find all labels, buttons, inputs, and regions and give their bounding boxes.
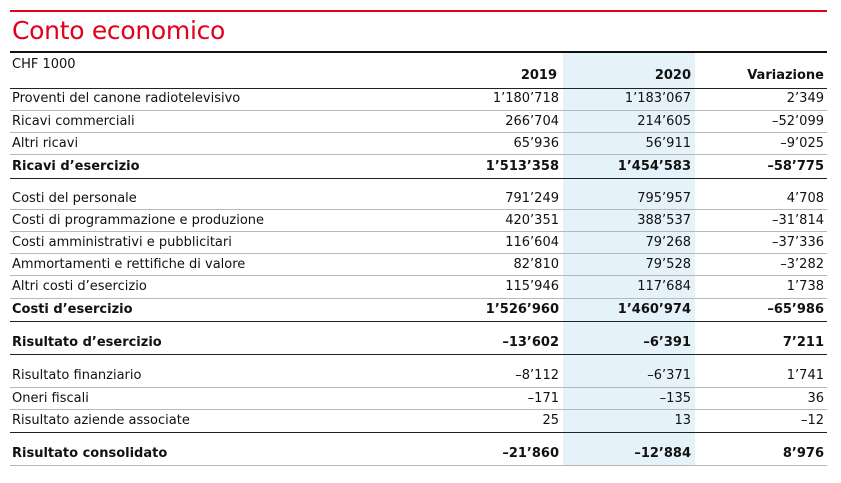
value-2020: 1’460’974 [617,302,691,317]
row-label: Risultato d’esercizio [12,335,162,350]
value-2019: 116’604 [505,235,559,250]
value-change: –9’025 [780,136,824,151]
value-2020: –135 [659,391,691,406]
row-label: Altri costi d’esercizio [12,279,147,294]
column-header-2020: 2020 [654,68,691,83]
value-2019: 420’351 [505,213,559,228]
value-2020: 79’268 [645,235,691,250]
value-2019: 115’946 [505,279,559,294]
value-2019: –171 [527,391,559,406]
unit-label: CHF 1000 [12,57,76,72]
row-label: Proventi del canone radiotelevisivo [12,91,241,106]
row-divider [10,465,827,466]
value-change: 8’976 [782,446,824,461]
row-label: Ricavi d’esercizio [12,159,140,174]
value-2019: 1’180’718 [492,91,559,106]
value-2020: 1’183’067 [624,91,691,106]
value-change: –3’282 [780,257,824,272]
table-row [10,188,827,210]
row-divider [10,154,827,155]
row-label: Risultato consolidato [12,446,168,461]
table-row [10,232,827,254]
value-2019: 266’704 [505,114,559,129]
value-change: –65’986 [767,302,824,317]
page-title: Conto economico [12,16,226,45]
value-2019: 25 [542,413,559,428]
value-change: –37’336 [772,235,824,250]
row-label: Costi del personale [12,191,137,206]
value-2020: 1’454’583 [617,159,691,174]
value-2019: 791’249 [505,191,559,206]
row-label: Risultato aziende associate [12,413,190,428]
table-row-total [10,332,827,354]
section-rule [10,321,827,322]
table-row [10,111,827,133]
top-accent-rule [10,10,827,12]
table-row [10,133,827,155]
value-2020: 56’911 [645,136,691,151]
section-rule [10,432,827,433]
value-2020: 214’605 [637,114,691,129]
value-2020: –12’884 [634,446,691,461]
value-2019: 1’513’358 [485,159,559,174]
value-2020: 13 [674,413,691,428]
value-change: –52’099 [772,114,824,129]
value-2019: 82’810 [513,257,559,272]
table-row-total [10,443,827,465]
value-2020: –6’371 [647,368,691,383]
value-change: 7’211 [782,335,824,350]
value-change: 1’741 [786,368,824,383]
row-label: Altri ricavi [12,136,79,151]
column-header-change: Variazione [747,68,824,83]
value-2019: 1’526’960 [485,302,559,317]
section-rule [10,178,827,179]
value-2019: –8’112 [515,368,559,383]
table-row-total [10,156,827,178]
table-row [10,254,827,276]
section-rule [10,354,827,355]
value-2019: 65’936 [513,136,559,151]
row-label: Oneri fiscali [12,391,89,406]
value-change: –58’775 [767,159,824,174]
value-2020: –6’391 [643,335,691,350]
value-change: –12 [800,413,824,428]
value-2020: 388’537 [637,213,691,228]
table-row [10,365,827,387]
column-header-2019: 2019 [520,68,557,83]
value-2019: –21’860 [502,446,559,461]
table-row [10,410,827,432]
table-row [10,88,827,110]
table-row [10,388,827,410]
row-label: Ammortamenti e rettifiche di valore [12,257,246,272]
value-change: 2’349 [786,91,824,106]
value-2020: 117’684 [637,279,691,294]
value-change: 36 [807,391,824,406]
row-label: Costi amministrativi e pubblicitari [12,235,232,250]
row-label: Risultato finanziario [12,368,142,383]
value-2019: –13’602 [502,335,559,350]
row-label: Costi d’esercizio [12,302,133,317]
table-row [10,276,827,298]
row-label: Ricavi commerciali [12,114,135,129]
row-label: Costi di programmazione e produzione [12,213,265,228]
value-2020: 795’957 [637,191,691,206]
value-change: 4’708 [786,191,824,206]
value-change: 1’738 [786,279,824,294]
value-2020: 79’528 [645,257,691,272]
title-rule [10,51,827,53]
table-row-total [10,299,827,321]
value-change: –31’814 [772,213,824,228]
table-row [10,210,827,232]
